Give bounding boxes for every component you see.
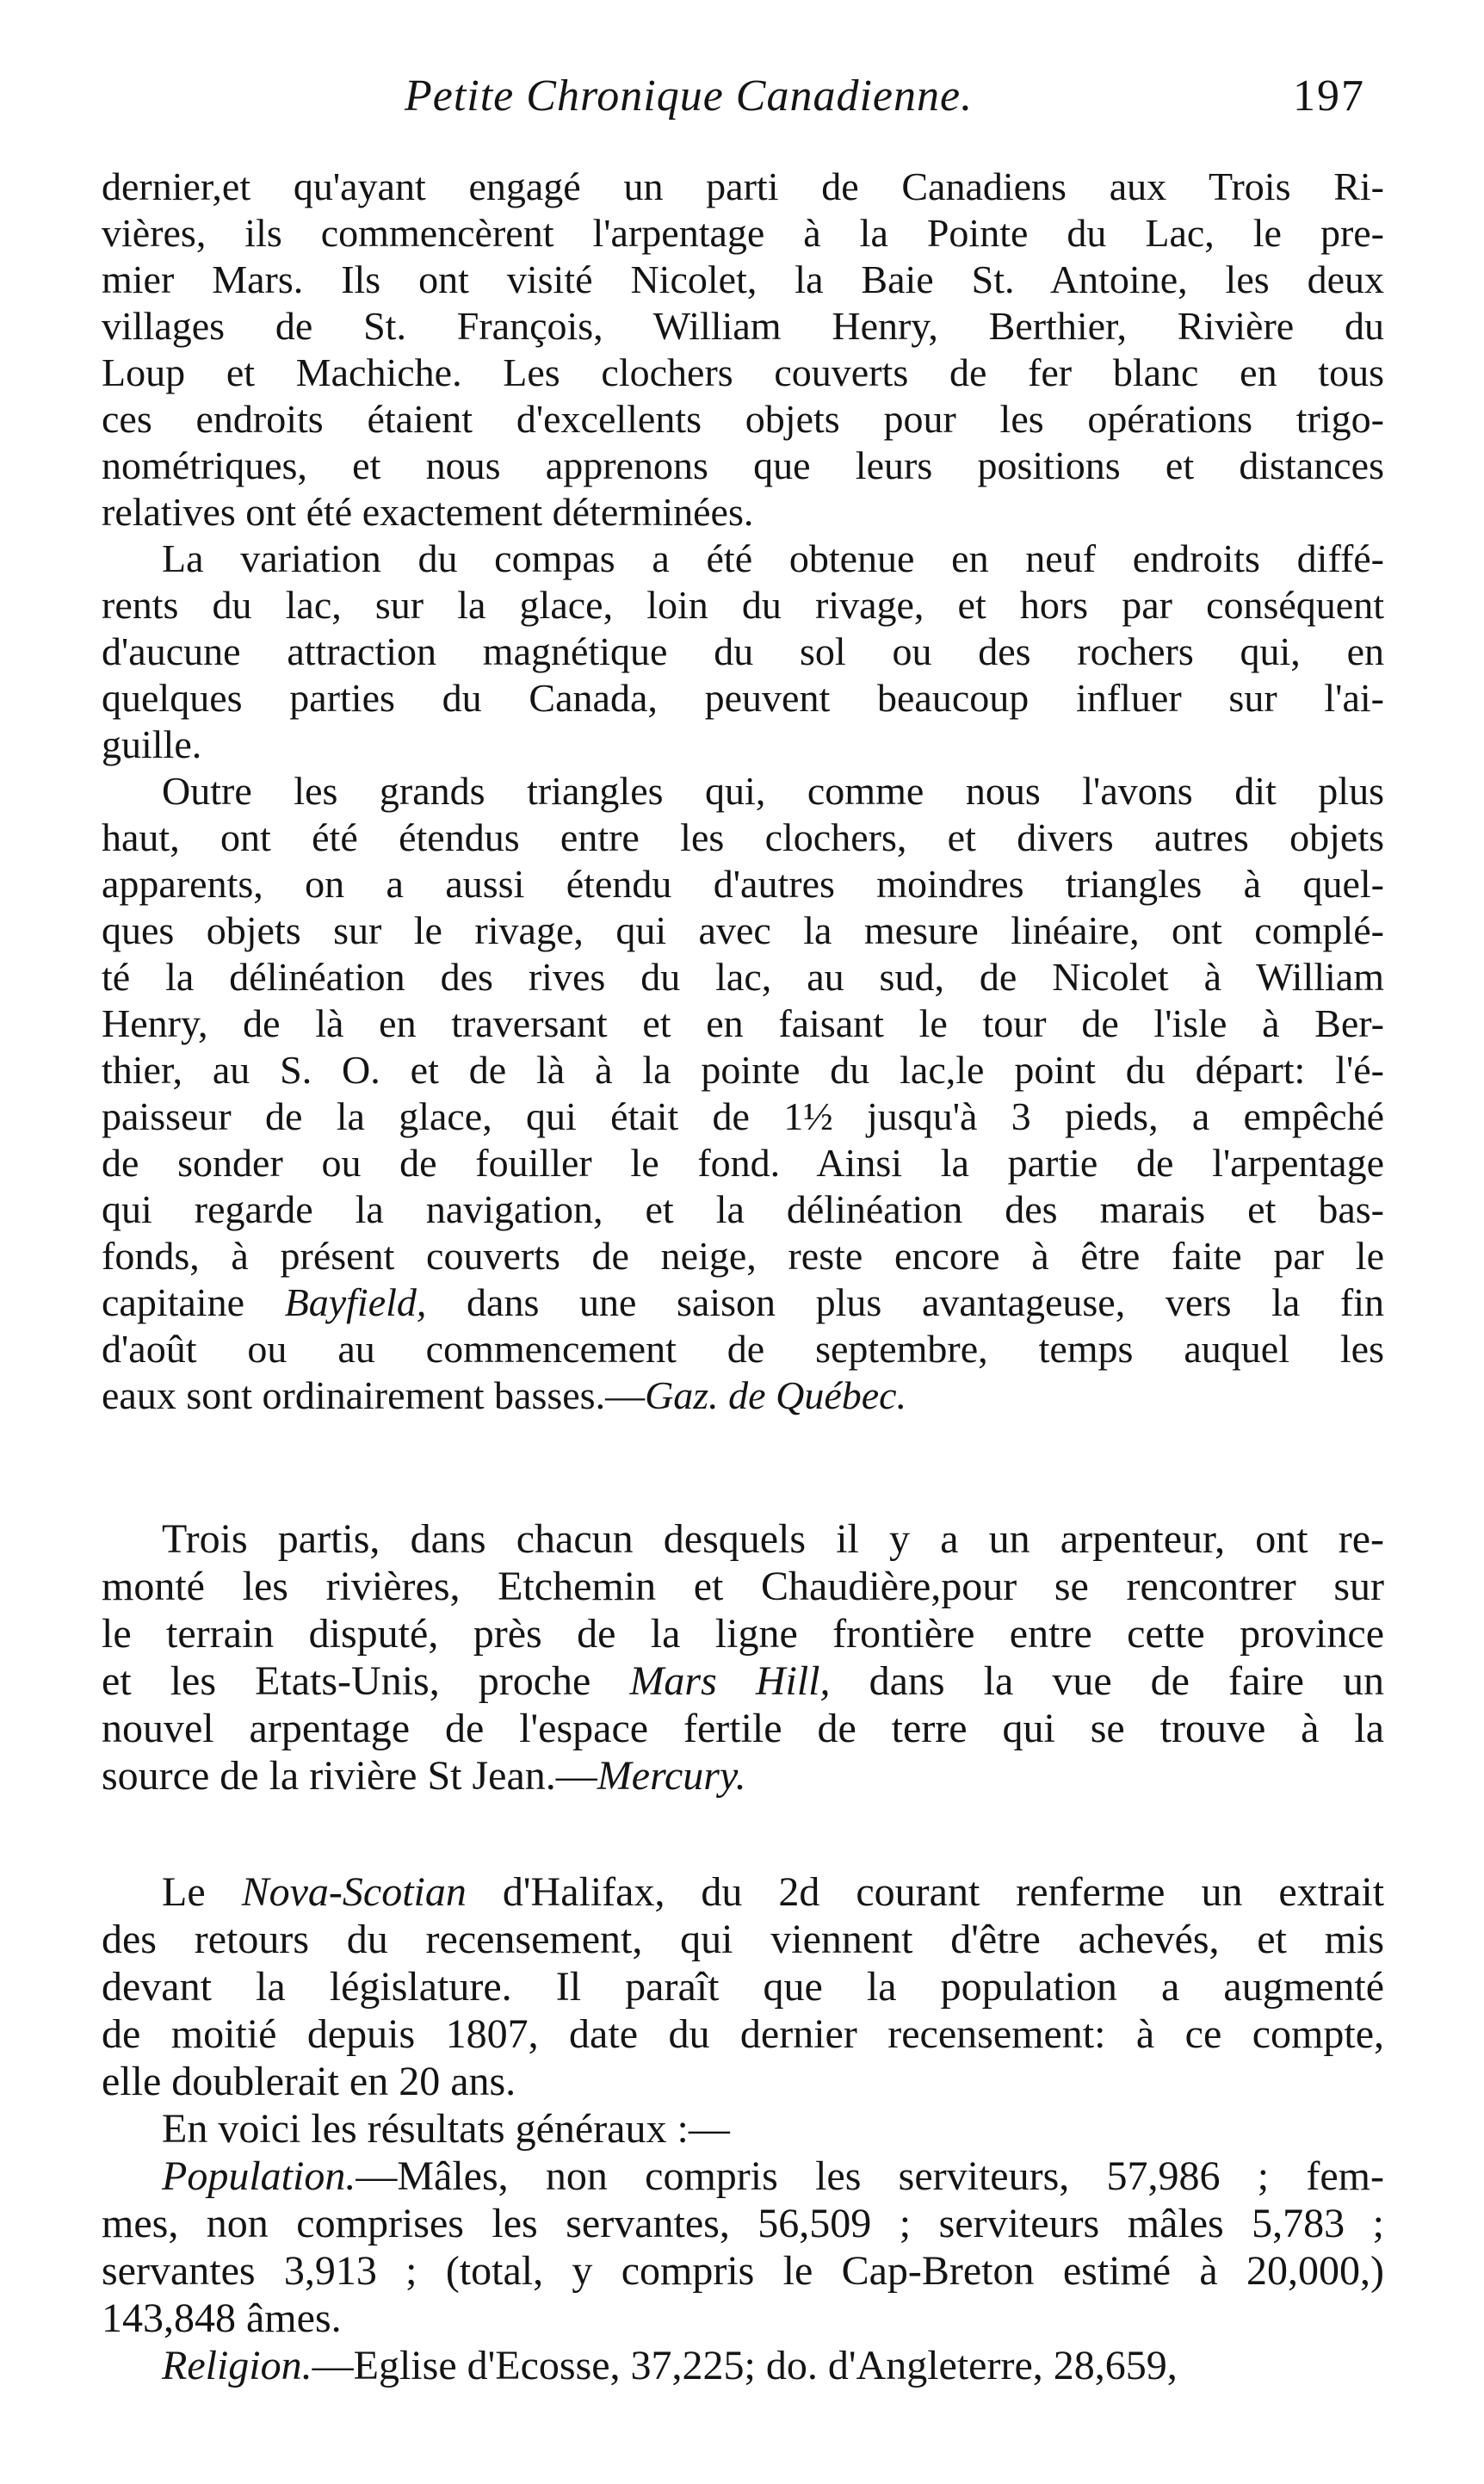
text-segment: et les Etats-Unis, proche: [102, 1658, 591, 1704]
text-line: nométriques, et nous apprenons que leurs positions et distances: [102, 443, 1384, 487]
text-line: fonds, à présent couverts de neige, reste encore à être faite par le: [102, 1234, 1384, 1278]
text-line: servantes 3,913 ; (total, y compris le Cap-Breton estimé à 20,000,): [102, 2248, 1384, 2294]
article-census-nova-scotia: [102, 1868, 1384, 2389]
text-line: [102, 1752, 1384, 1800]
text-line: le terrain disputé, près de la ligne frontière entre cette province: [102, 1611, 1384, 1657]
text-line: Outre les grands triangles qui, comme nous l'avons dit plus: [162, 769, 1384, 813]
text-line: quelques parties du Canada, peuvent beaucoup influer sur l'ai-: [102, 676, 1384, 720]
page-header: [0, 71, 1484, 139]
text-line: mes, non comprises les servantes, 56,509 ; serviteurs mâles 5,783 ;: [102, 2201, 1384, 2246]
text-line: relatives ont été exactement déterminées.: [102, 490, 754, 534]
text-segment: Le: [162, 1869, 206, 1915]
text-segment: source de la rivière St Jean.—: [102, 1753, 597, 1799]
text-line: Trois partis, dans chacun desquels il y a un arpenteur, ont re-: [162, 1516, 1384, 1562]
text-line: qui regarde la navigation, et la délinéation des marais et bas-: [102, 1187, 1384, 1231]
text-line: Henry, de là en traversant et en faisant le tour de l'isle à Ber-: [102, 1001, 1384, 1045]
text-line: elle doublerait en 20 ans.: [102, 2059, 516, 2104]
text-line: villages de St. François, William Henry, Berthier, Rivière du: [102, 304, 1384, 348]
text-line: haut, ont été étendus entre les clochers, et divers autres objets: [102, 815, 1384, 859]
text-line: dernier,et qu'ayant engagé un parti de Canadiens aux Trois Ri-: [102, 164, 1384, 208]
text-line: d'août ou au commencement de septembre, temps auquel les: [102, 1327, 1384, 1371]
text-line: d'aucune attraction magnétique du sol ou des rochers qui, en: [102, 629, 1384, 673]
text-line: devant la législature. Il paraît que la population a augmenté: [102, 1964, 1384, 2010]
article-survey-lac-st-pierre: [102, 164, 1384, 1419]
running-title: Petite Chronique Canadienne.: [405, 71, 974, 121]
text-segment: capitaine: [102, 1280, 245, 1324]
text-line: apparents, on a aussi étendu d'autres moindres triangles à quel-: [102, 862, 1384, 906]
source-citation: Gaz. de Québec.: [645, 1373, 907, 1417]
text-line: guille.: [102, 722, 202, 766]
text-line: [102, 1657, 1384, 1705]
section-label: Population.: [162, 2153, 356, 2199]
text-line: rents du lac, sur la glace, loin du rivage, et hors par conséquent: [102, 583, 1384, 627]
text-line: [102, 1372, 1384, 1419]
text-line: monté les rivières, Etchemin et Chaudière,pour se rencontrer sur: [102, 1564, 1384, 1609]
text-line: paisseur de la glace, qui était de 1½ jusqu'à 3 pieds, a empêché: [102, 1094, 1384, 1138]
text-line: de moitié depuis 1807, date du dernier recensement: à ce compte,: [102, 2011, 1384, 2057]
text-line: ces endroits étaient d'excellents objets pour les opérations trigo-: [102, 397, 1384, 441]
text-segment: d'Halifax, du 2d courant renferme un extrait: [502, 1869, 1385, 1915]
text-line: nouvel arpentage de l'espace fertile de terre qui se trouve à la: [102, 1706, 1384, 1751]
section-label: Religion.: [162, 2343, 312, 2388]
text-line: Loup et Machiche. Les clochers couverts de fer blanc en tous: [102, 350, 1384, 394]
text-line: La variation du compas a été obtenue en neuf endroits diffé-: [162, 536, 1384, 580]
text-segment: dans la vue de faire un: [869, 1658, 1385, 1704]
text-line: ques objets sur le rivage, qui avec la mesure linéaire, ont complé-: [102, 908, 1384, 952]
text-line: thier, au S. O. et de là à la pointe du lac,le point du départ: l'é-: [102, 1048, 1384, 1092]
italic-name: Mars Hill,: [629, 1658, 831, 1704]
text-line: [102, 1279, 1384, 1326]
text-line: [102, 2342, 1384, 2389]
italic-name: Nova-Scotian: [241, 1869, 467, 1915]
text-segment: —Eglise d'Ecosse, 37,225; do. d'Angleterre, 28,659,: [312, 2343, 1178, 2388]
article-survey-parties: [102, 1515, 1384, 1800]
source-citation: Mercury.: [597, 1753, 746, 1799]
page-number: 197: [1293, 71, 1365, 121]
text-segment: —Mâles, non compris les serviteurs, 57,986 ; fem-: [356, 2153, 1384, 2199]
text-line: vières, ils commencèrent l'arpentage à la Pointe du Lac, le pre-: [102, 211, 1384, 255]
text-line: de sonder ou de fouiller le fond. Ainsi la partie de l'arpentage: [102, 1141, 1384, 1185]
text-line: des retours du recensement, qui viennent d'être achevés, et mis: [102, 1917, 1384, 1962]
text-line: mier Mars. Ils ont visité Nicolet, la Baie St. Antoine, les deux: [102, 257, 1384, 301]
text-line: 143,848 âmes.: [102, 2295, 342, 2341]
text-line: té la délinéation des rives du lac, au sud, de Nicolet à William: [102, 955, 1384, 999]
italic-name: Bayfield,: [284, 1280, 427, 1324]
text-line: [102, 1868, 1384, 1916]
text-line: En voici les résultats généraux :—: [162, 2106, 730, 2152]
text-line: [102, 2153, 1384, 2200]
text-segment: eaux sont ordinairement basses.—: [102, 1373, 646, 1417]
text-segment: dans une saison plus avantageuse, vers la fin: [467, 1280, 1385, 1324]
